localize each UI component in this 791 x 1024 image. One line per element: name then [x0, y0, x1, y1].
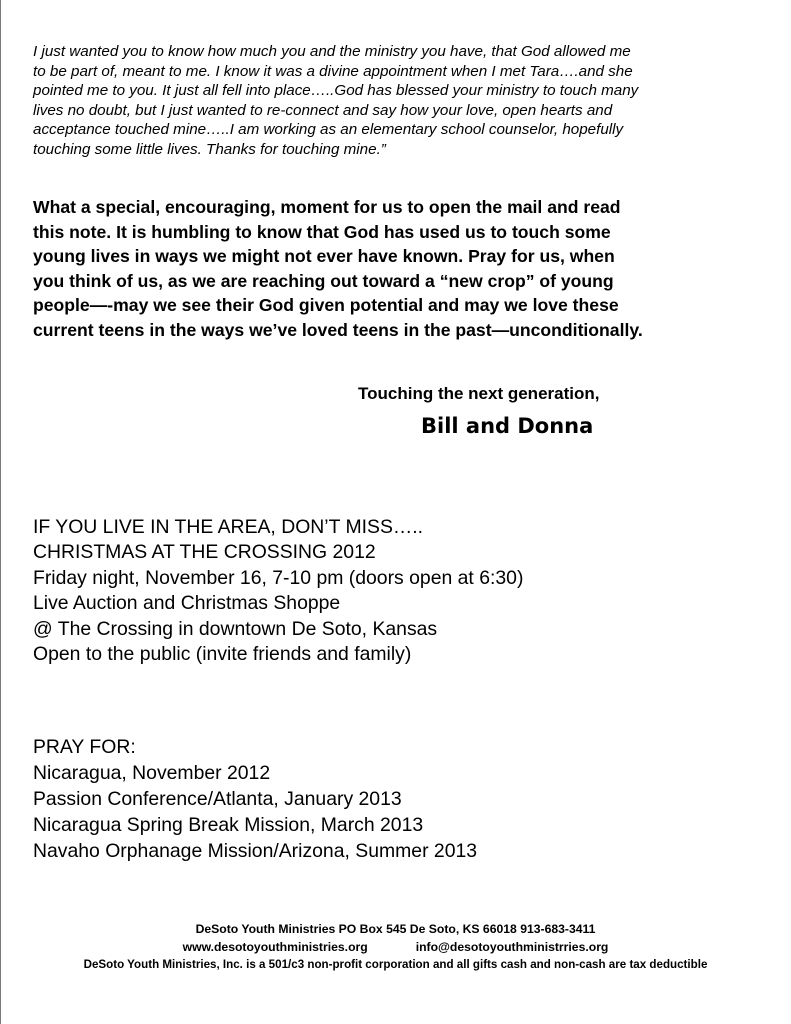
footer-disclaimer: DeSoto Youth Ministries, Inc. is a 501/c3 non-profit corporation and all gifts cash and non-cash are tax deductible: [83, 958, 708, 971]
quote-line: to be part of, meant to me. I know it was a divine appointment when I met Tara….and she: [33, 62, 633, 80]
prayer-item: Passion Conference/Atlanta, January 2013: [33, 788, 402, 810]
quote-line: lives no doubt, but I just wanted to re-connect and say how your love, open hearts and: [33, 101, 613, 119]
footer-contact: DeSoto Youth Ministries PO Box 545 De Soto, KS 66018 913-683-3411: [195, 922, 596, 936]
event-line: IF YOU LIVE IN THE AREA, DON’T MISS…..: [33, 516, 424, 538]
quote-line: acceptance touched mine…..I am working as an elementary school counselor, hopefully: [33, 121, 624, 139]
paragraph-line: this note. It is humbling to know that God has used us to touch some: [33, 221, 611, 242]
prayer-item: Nicaragua Spring Break Mission, March 2013: [33, 814, 424, 836]
paragraph-line: you think of us, as we are reaching out toward a “new crop” of young: [33, 270, 614, 291]
event-line: Friday night, November 16, 7-10 pm (doors open at 6:30): [33, 566, 524, 589]
page-edge-line: [0, 0, 1, 1024]
quoted-note: [33, 42, 763, 160]
footer: [0, 921, 791, 974]
paragraph-line: young lives in ways we might not ever have known. Pray for us, when: [33, 246, 615, 267]
event-line: Live Auction and Christmas Shoppe: [33, 592, 341, 615]
prayer-heading: PRAY FOR:: [33, 736, 136, 758]
quote-line: pointed me to you. It just all fell into place…..God has blessed your ministry to touch many: [33, 82, 639, 100]
event-announcement: [33, 515, 523, 667]
paragraph-line: What a special, encouraging, moment for us to open the mail and read: [33, 197, 621, 217]
quote-line: touching some little lives. Thanks for touching mine.”: [33, 140, 386, 158]
footer-web-row: [0, 939, 791, 957]
prayer-item: Nicaragua, November 2012: [33, 762, 271, 784]
event-line: Open to the public (invite friends and family): [33, 643, 412, 666]
paragraph-line: people—-may we see their God given potential and may we love these: [33, 295, 619, 316]
response-paragraph: [33, 195, 763, 343]
event-line: @ The Crossing in downtown De Soto, Kansas: [33, 617, 438, 640]
prayer-list: [33, 734, 477, 864]
event-line: CHRISTMAS AT THE CROSSING 2012: [33, 541, 376, 564]
footer-website: www.desotoyouthministries.org: [182, 939, 368, 954]
paragraph-line: current teens in the ways we’ve loved teens in the past—unconditionally.: [33, 319, 643, 340]
signature: Bill and Donna: [421, 414, 594, 438]
quote-line: I just wanted you to know how much you and the ministry you have, that God allowed me: [33, 43, 631, 60]
closing-line: Touching the next generation,: [358, 384, 600, 403]
footer-email: info@desotoyouthministrries.org: [415, 939, 609, 954]
prayer-item: Navaho Orphanage Mission/Arizona, Summer 2013: [33, 840, 478, 862]
